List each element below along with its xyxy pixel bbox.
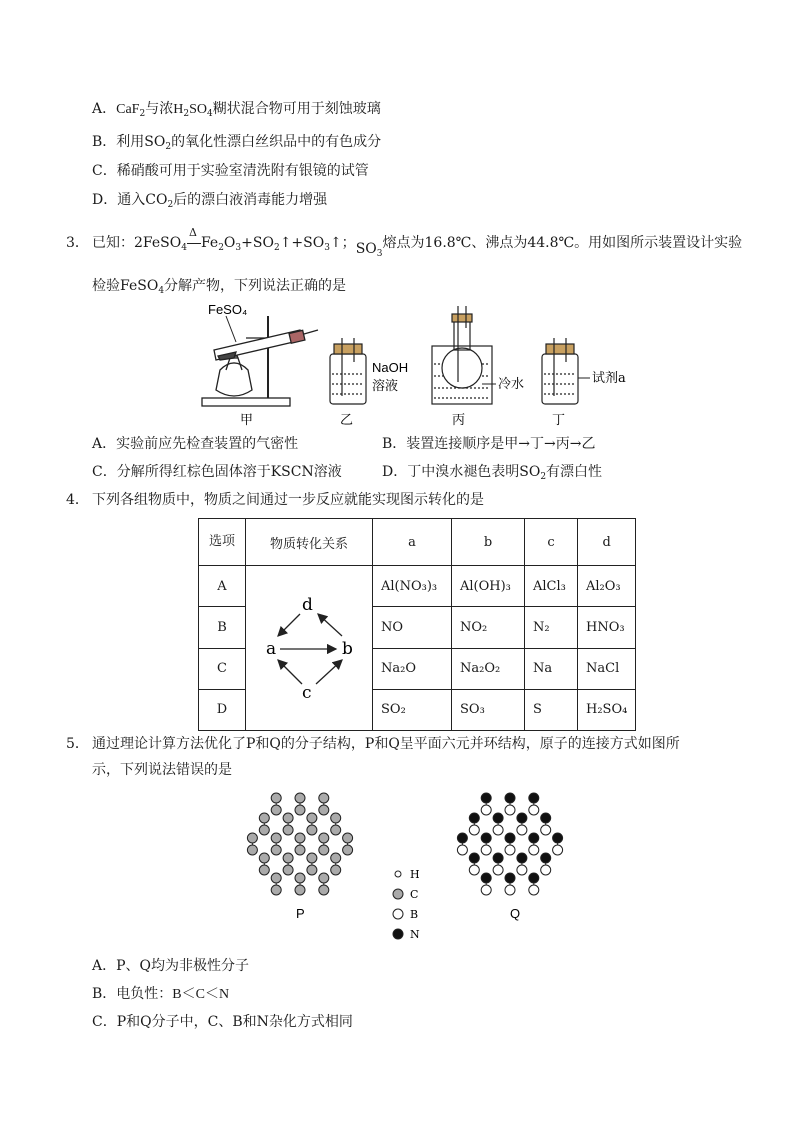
label-yi: 乙 bbox=[340, 413, 354, 428]
atom-b bbox=[469, 865, 479, 875]
atom-c bbox=[307, 853, 317, 863]
reagent-a-label: 试剂a bbox=[592, 371, 626, 386]
q3-option-b: B．装置连接顺序是甲→丁→丙→乙 bbox=[382, 436, 596, 452]
legend-n-symbol bbox=[393, 929, 403, 939]
atom-n bbox=[517, 813, 527, 823]
atom-n bbox=[529, 793, 539, 803]
cell-d: NaCl bbox=[578, 648, 636, 689]
atom-c bbox=[319, 885, 329, 895]
legend-b-symbol bbox=[393, 909, 403, 919]
legend-c-symbol bbox=[393, 889, 403, 899]
atom-n bbox=[481, 873, 491, 883]
atom-c bbox=[283, 825, 293, 835]
atom-c bbox=[307, 825, 317, 835]
table-row bbox=[199, 566, 636, 607]
atom-c bbox=[247, 845, 257, 855]
atom-c bbox=[331, 813, 341, 823]
atom-n bbox=[505, 793, 515, 803]
diagram-d: d bbox=[302, 595, 313, 615]
atom-n bbox=[553, 833, 563, 843]
atom-b bbox=[469, 825, 479, 835]
atom-b bbox=[553, 845, 563, 855]
atom-c bbox=[307, 865, 317, 875]
cell-d: Al₂O₃ bbox=[578, 566, 636, 607]
atom-n bbox=[469, 813, 479, 823]
atom-b bbox=[505, 805, 515, 815]
cell-b: NO₂ bbox=[452, 607, 525, 648]
atom-c bbox=[271, 805, 281, 815]
apparatus-bing bbox=[432, 306, 492, 404]
atom-b bbox=[517, 865, 527, 875]
label-jia: 甲 bbox=[240, 413, 254, 428]
q3-number: 3． bbox=[66, 235, 89, 251]
atom-b bbox=[517, 825, 527, 835]
q5-stem-line1: 通过理论计算方法优化了P和Q的分子结构，P和Q呈平面六元并环结构，原子的连接方式如图所 bbox=[92, 736, 680, 752]
atom-n bbox=[517, 853, 527, 863]
q5-number: 5． bbox=[66, 736, 89, 752]
atom-c bbox=[283, 865, 293, 875]
atom-c bbox=[259, 865, 269, 875]
cell-d: H₂SO₄ bbox=[578, 689, 636, 730]
diagram-c: c bbox=[302, 683, 312, 703]
cell-b: SO₃ bbox=[452, 689, 525, 730]
header-c: c bbox=[525, 519, 578, 566]
atom-c bbox=[319, 845, 329, 855]
legend-h-label: H bbox=[410, 868, 420, 881]
atom-c bbox=[259, 813, 269, 823]
legend-h-symbol bbox=[395, 871, 401, 877]
cell-d: HNO₃ bbox=[578, 607, 636, 648]
atom-c bbox=[319, 805, 329, 815]
atom-b bbox=[481, 805, 491, 815]
atom-c bbox=[331, 825, 341, 835]
q5-molecule-figure bbox=[240, 786, 580, 946]
atom-c bbox=[271, 873, 281, 883]
apparatus-jia bbox=[202, 316, 318, 406]
atom-n bbox=[529, 873, 539, 883]
molecule-q-label: Q bbox=[510, 906, 521, 921]
atom-c bbox=[271, 885, 281, 895]
cell-a: Na₂O bbox=[373, 648, 452, 689]
diagram-a: a bbox=[266, 639, 277, 659]
q3-option-a: A．实验前应先检查装置的气密性 bbox=[92, 436, 299, 452]
header-d: d bbox=[578, 519, 636, 566]
apparatus-yi bbox=[330, 338, 366, 404]
atom-c bbox=[283, 853, 293, 863]
atom-c bbox=[331, 865, 341, 875]
label-bing: 丙 bbox=[452, 413, 466, 428]
cell-b: Na₂O₂ bbox=[452, 648, 525, 689]
q3-option-c: C．分解所得红棕色固体溶于KSCN溶液 bbox=[92, 464, 342, 480]
atom-b bbox=[481, 845, 491, 855]
q3-stem-line2: 检验FeSO$_4$分解产物，下列说法正确的是 bbox=[92, 278, 347, 296]
atom-n bbox=[469, 853, 479, 863]
legend-c-label: C bbox=[410, 888, 419, 901]
atom-c bbox=[343, 833, 353, 843]
q2-option-d: D．通入$CO_2$后的漂白液消毒能力增强 bbox=[92, 192, 328, 210]
atom-c bbox=[295, 845, 305, 855]
atom-b bbox=[541, 865, 551, 875]
q3-option-d: D．丁中溴水褪色表明$SO_2$有漂白性 bbox=[382, 464, 603, 482]
cell-b: Al(OH)₃ bbox=[452, 566, 525, 607]
atom-c bbox=[271, 845, 281, 855]
atom-c bbox=[247, 833, 257, 843]
atom-c bbox=[331, 853, 341, 863]
cell-c: N₂ bbox=[525, 607, 578, 648]
relation-diagram bbox=[246, 566, 372, 726]
atom-c bbox=[319, 793, 329, 803]
q4-table bbox=[198, 518, 636, 731]
cell-a: NO bbox=[373, 607, 452, 648]
atom-b bbox=[481, 885, 491, 895]
atom-c bbox=[343, 845, 353, 855]
atom-c bbox=[295, 833, 305, 843]
q5-option-b: B．电负性：B＜C＜N bbox=[92, 986, 230, 1002]
q5-option-c: C．P和Q分子中，C、B和N杂化方式相同 bbox=[92, 1014, 353, 1030]
naoh-solution-label: 溶液 bbox=[372, 379, 399, 394]
legend-n-label: N bbox=[410, 928, 420, 941]
label-ding: 丁 bbox=[552, 413, 566, 428]
atom-c bbox=[319, 873, 329, 883]
row-option: A bbox=[199, 566, 246, 607]
atom-c bbox=[271, 793, 281, 803]
apparatus-ding bbox=[542, 338, 578, 404]
row-option: C bbox=[199, 648, 246, 689]
atom-n bbox=[481, 833, 491, 843]
atom-n bbox=[529, 833, 539, 843]
q4-number: 4． bbox=[66, 492, 89, 508]
atom-c bbox=[259, 825, 269, 835]
legend bbox=[393, 868, 420, 941]
q4-stem: 下列各组物质中，物质之间通过一步反应就能实现图示转化的是 bbox=[92, 492, 484, 508]
atom-c bbox=[295, 805, 305, 815]
atom-c bbox=[307, 813, 317, 823]
atom-n bbox=[481, 793, 491, 803]
atom-c bbox=[271, 833, 281, 843]
atom-c bbox=[295, 793, 305, 803]
atom-b bbox=[541, 825, 551, 835]
legend-b-label: B bbox=[410, 908, 419, 921]
cold-water-label: 冷水 bbox=[498, 377, 525, 392]
atom-c bbox=[295, 885, 305, 895]
cell-a: SO₂ bbox=[373, 689, 452, 730]
atom-b bbox=[493, 825, 503, 835]
atom-n bbox=[541, 813, 551, 823]
header-option: 选项 bbox=[199, 519, 246, 566]
atom-n bbox=[505, 833, 515, 843]
atom-b bbox=[505, 885, 515, 895]
atom-c bbox=[319, 833, 329, 843]
q3-stem-line1: 已知：2FeSO$_4$ Δ $Fe_2O_3+SO_2↑+SO_3↑$；$SO_3$熔点为16.8℃、沸点为44.8℃。用如图所示装置设计实验 bbox=[92, 226, 743, 259]
q5-stem-line2: 示，下列说法错误的是 bbox=[92, 762, 232, 778]
cell-a: Al(NO₃)₃ bbox=[373, 566, 452, 607]
header-b: b bbox=[452, 519, 525, 566]
atom-b bbox=[529, 805, 539, 815]
atom-b bbox=[493, 865, 503, 875]
row-option: B bbox=[199, 607, 246, 648]
cell-c: AlCl₃ bbox=[525, 566, 578, 607]
q2-option-a: A．CaF$_2$与浓$H_2SO_4$糊状混合物可用于刻蚀玻璃 bbox=[92, 101, 381, 119]
table-header-row bbox=[199, 519, 636, 566]
atom-n bbox=[493, 813, 503, 823]
molecule-p-label: P bbox=[296, 906, 305, 921]
atom-c bbox=[295, 873, 305, 883]
row-option: D bbox=[199, 689, 246, 730]
cell-c: Na bbox=[525, 648, 578, 689]
q2-option-b: B．利用$SO_2$的氧化性漂白丝织品中的有色成分 bbox=[92, 134, 382, 152]
atom-n bbox=[457, 833, 467, 843]
relation-diagram-cell bbox=[246, 566, 373, 731]
atom-b bbox=[529, 845, 539, 855]
molecule-q bbox=[457, 793, 562, 895]
atom-n bbox=[493, 853, 503, 863]
cell-c: S bbox=[525, 689, 578, 730]
header-relation: 物质转化关系 bbox=[246, 519, 373, 566]
q2-option-c: C．稀硝酸可用于实验室清洗附有银镜的试管 bbox=[92, 163, 369, 179]
atom-b bbox=[457, 845, 467, 855]
atom-n bbox=[541, 853, 551, 863]
reagent-feso4-label: FeSO₄ bbox=[208, 302, 248, 317]
atom-c bbox=[259, 853, 269, 863]
molecule-p bbox=[247, 793, 352, 895]
diagram-b: b bbox=[342, 639, 353, 659]
naoh-label: NaOH bbox=[372, 360, 409, 375]
atom-b bbox=[529, 885, 539, 895]
atom-c bbox=[283, 813, 293, 823]
atom-n bbox=[505, 873, 515, 883]
q3-apparatus-figure bbox=[196, 298, 626, 428]
q5-option-a: A．P、Q均为非极性分子 bbox=[92, 958, 250, 974]
atom-b bbox=[505, 845, 515, 855]
header-a: a bbox=[373, 519, 452, 566]
